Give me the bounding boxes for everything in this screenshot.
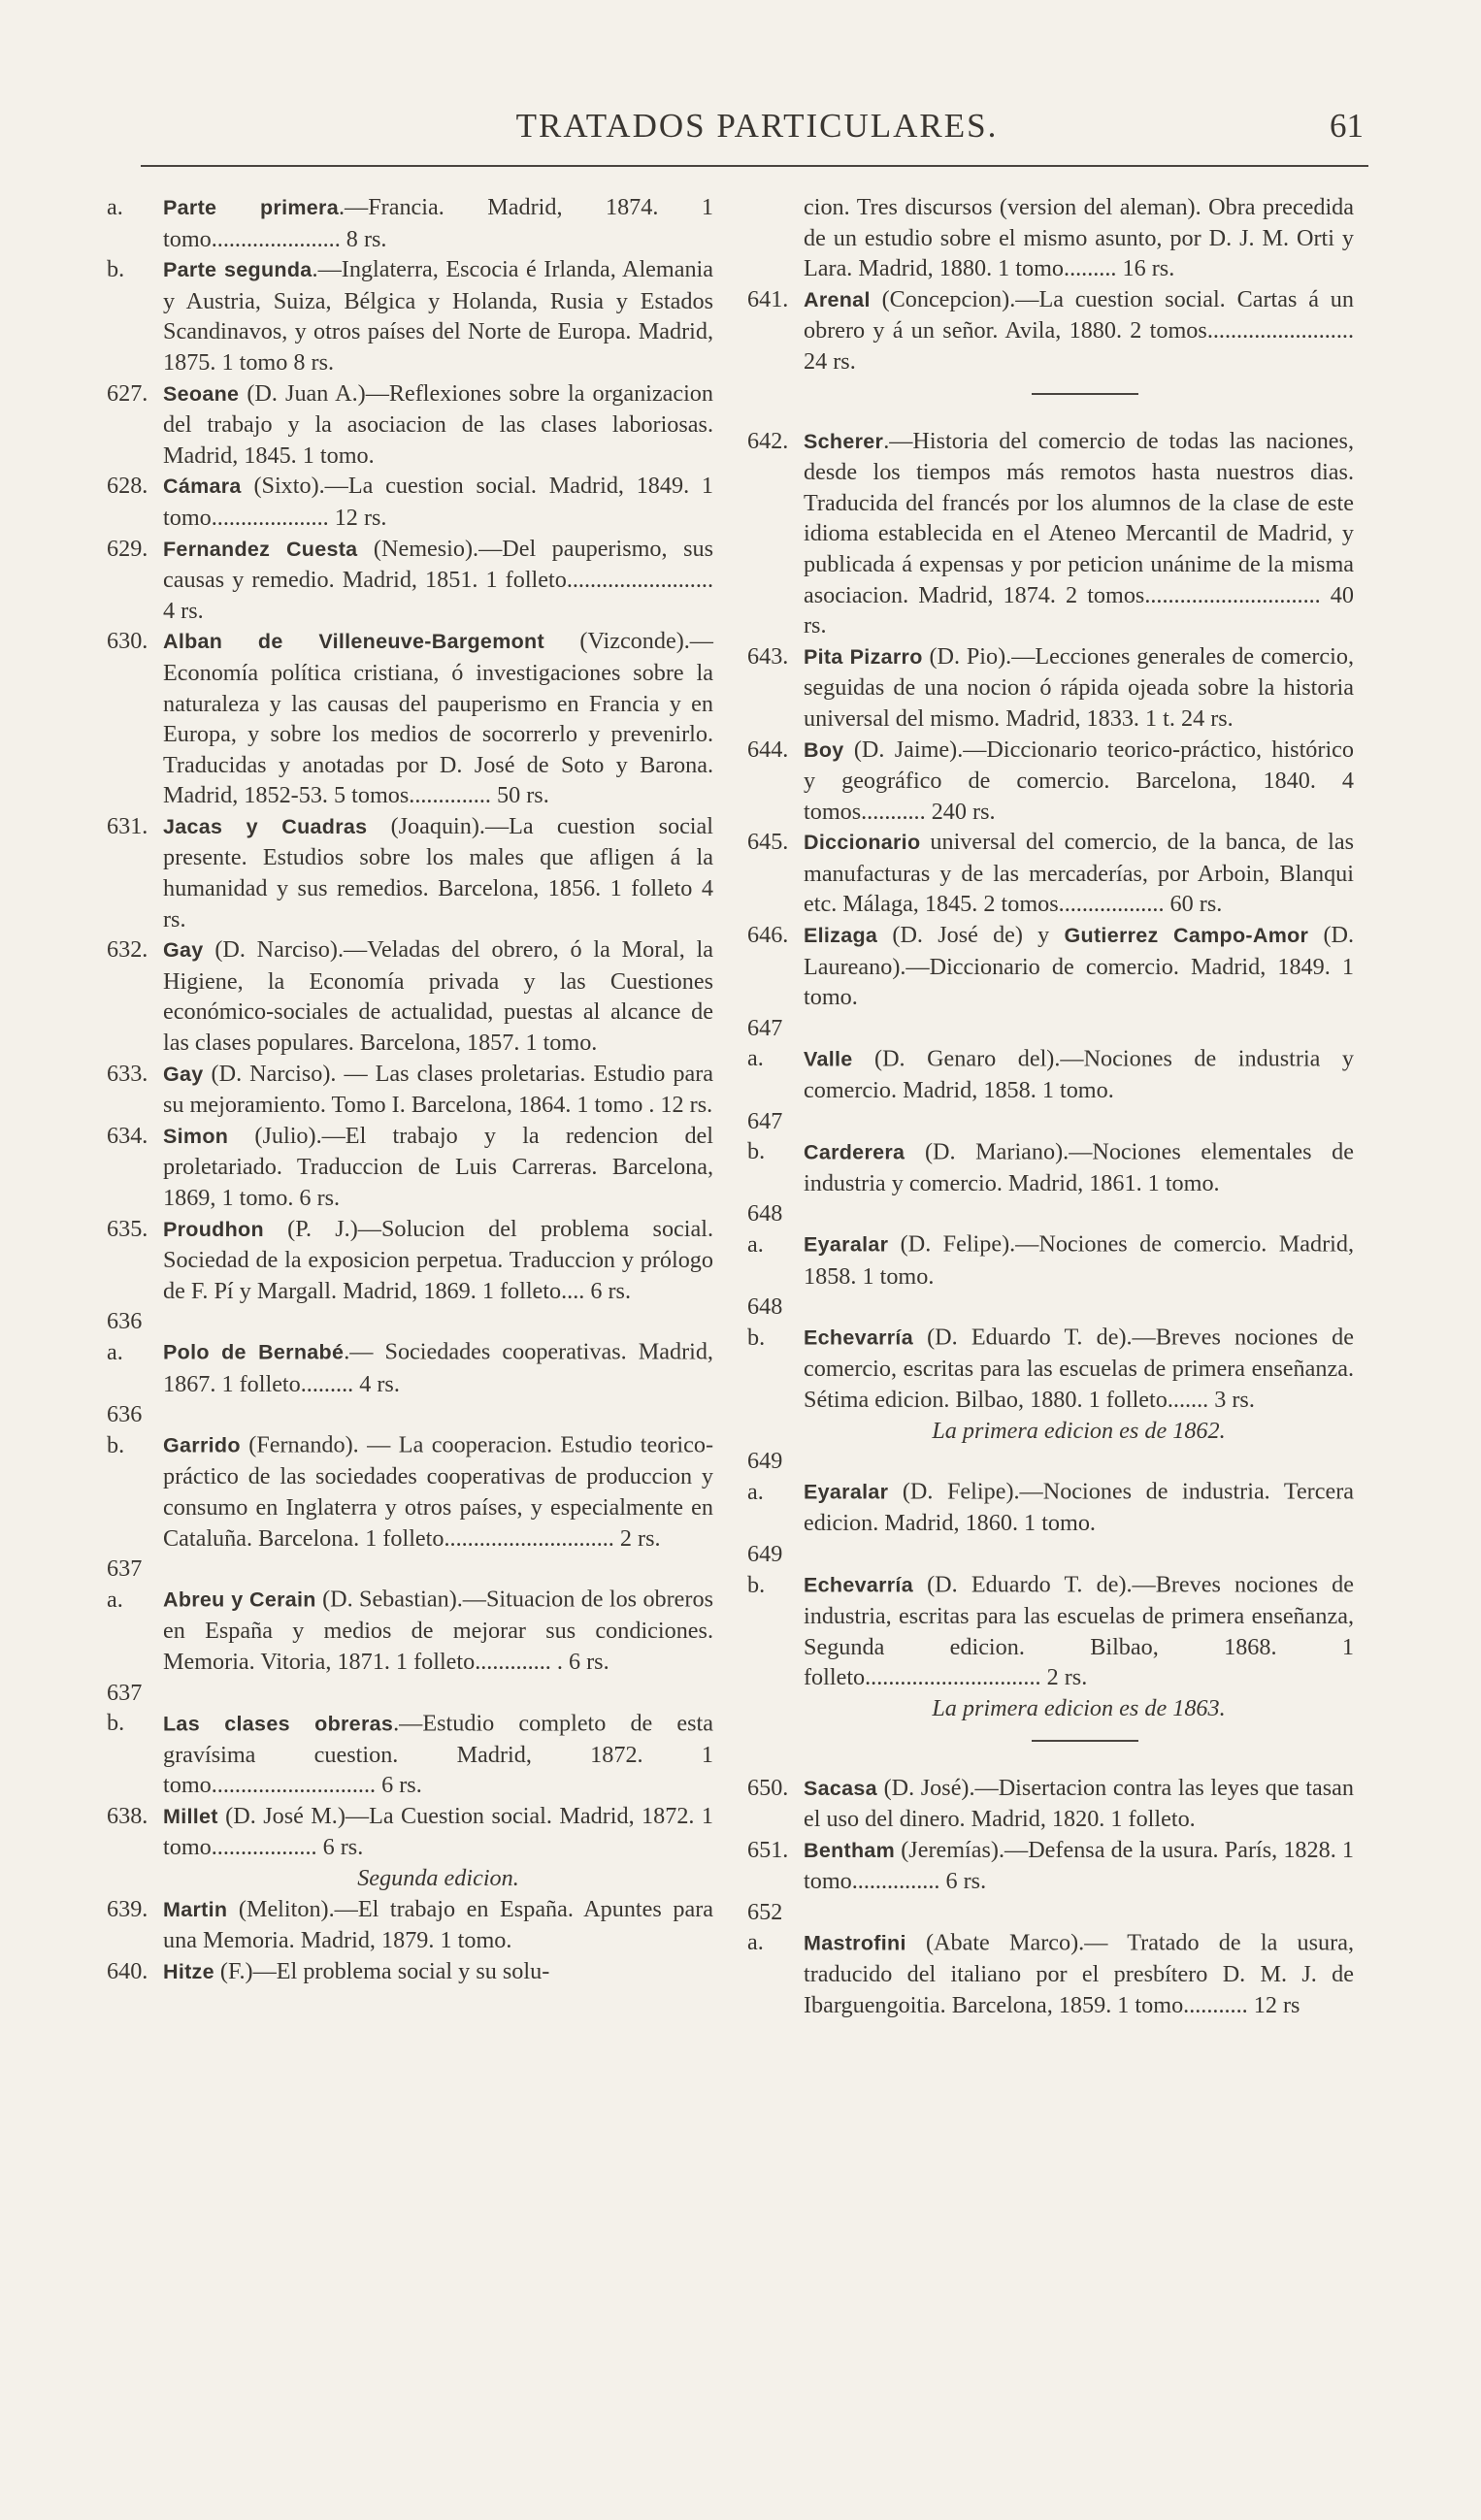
entry-author: Gay (163, 1062, 204, 1086)
catalog-entry (107, 1894, 713, 1956)
catalog-entry (107, 811, 713, 934)
entry-author: Echevarría (804, 1325, 913, 1350)
entry-text: (Concepcion).—La cuestion social. Cartas á un obrero y á un señor. Avila, 1880. 2 tomos......................... 24 rs. (804, 285, 1354, 375)
catalog-entry (107, 471, 713, 533)
entry-text: (Sixto).—La cuestion social. Madrid, 1849. 1 tomo.................... 12 rs. (163, 473, 713, 531)
entry-text: .— Sociedades cooperativas. Madrid, 1867. 1 folleto......... 4 rs. (163, 1338, 713, 1397)
entry-author: Alban de Villeneuve-Bargemont (163, 630, 544, 654)
catalog-entry (107, 534, 713, 627)
entry-number: 632. (107, 936, 148, 964)
entry-author: Scherer (804, 429, 884, 453)
entry-number: 628. (107, 473, 148, 500)
entry-number: 651. (747, 1836, 789, 1863)
entry-number: 639. (107, 1895, 148, 1922)
catalog-entry (747, 920, 1354, 1013)
entry-text: (Joaquin).—La cuestion social presente. Estudios sobre los males que afligen á la humanidad y sus remedios. Barcelona, 1856. 1 folleto 4 rs. (163, 812, 713, 933)
entry-text: (Vizconde).—Economía política cristiana, ó investigaciones sobre la naturaleza y las causas del pauperismo en Francia y en Europa, y sobre los medios de socorrerlo y prevenirlo. Traducidas y anotadas por D. José de Soto y Barona. Madrid, 1852-53. 5 tomos.............. 50 rs. (163, 628, 713, 809)
catalog-entry (747, 1835, 1354, 1897)
entry-number: 638. (107, 1802, 148, 1829)
entry-author: Simon (163, 1124, 229, 1148)
catalog-entry (747, 284, 1354, 377)
entry-text: (P. J.)—Solucion del problema social. Sociedad de la exposicion perpetua. Traduccion y prólogo de F. Pí y Margall. Madrid, 1869. 1 folleto.... 6 rs. (163, 1215, 713, 1304)
entry-author: Diccionario (804, 831, 921, 855)
entry-number: 645. (747, 829, 789, 856)
entry-author: Gay (163, 938, 204, 963)
entry-text: (Jeremías).—Defensa de la usura. París, 1828. 1 tomo............... 6 rs. (804, 1836, 1354, 1895)
right-mid-entries (747, 426, 1354, 1724)
catalog-entry (107, 934, 713, 1058)
entry-number: 637 b. (107, 1679, 143, 1737)
catalog-entry (107, 1214, 713, 1307)
entry-number: 636 b. (107, 1401, 143, 1458)
entry-text: (D. Sebastian).—Situacion de los obreros en España y medios de mejorar sus condiciones. Memoria. Vitoria, 1871. 1 folleto............. . 6 rs. (163, 1586, 713, 1675)
entry-author: Valle (804, 1047, 853, 1071)
entry-text: (Meliton).—El trabajo en España. Apuntes para una Memoria. Madrid, 1879. 1 tomo. (163, 1895, 713, 1954)
entry-text: (D. José M.)—La Cuestion social. Madrid, 1872. 1 tomo.................. 6 rs. (163, 1802, 713, 1861)
catalog-entry (747, 1773, 1354, 1835)
catalog-entry (107, 1306, 713, 1399)
entry-number: 647 a. (747, 1014, 783, 1072)
running-title: TRATADOS PARTICULARES. (515, 107, 999, 145)
entry-author: Parte segunda (163, 258, 313, 282)
catalog-entry (107, 1121, 713, 1214)
entry-author: Fernandez Cuesta (163, 537, 358, 561)
catalog-entry (747, 1539, 1354, 1693)
entry-author: Boy (804, 737, 844, 762)
catalog-entry (107, 1678, 713, 1801)
entry-text: (Abate Marco).— Tratado de la usura, traducido del italiano por el presbítero D. M. J. de Ibarguengoitia. Barcelona, 1859. 1 tomo........... 12 rs (804, 1929, 1354, 2018)
entry-number: 631. (107, 812, 148, 839)
entry-author: Echevarría (804, 1573, 913, 1597)
entry-note: Segunda edicion. (357, 1865, 519, 1892)
entry-number: 636 a. (107, 1308, 143, 1365)
catalog-entry (107, 1956, 713, 1988)
entry-number: 630. (107, 628, 148, 655)
entry-text: (D. Narciso).—Veladas del obrero, ó la Moral, la Higiene, la Economía privada y las Cuestiones económico-sociales de actualidad, puestas al alcance de las clases populares. Barcelona, 1857. 1 tomo. (163, 936, 713, 1057)
entry-number: 649 b. (747, 1540, 783, 1598)
catalog-entry (107, 626, 713, 811)
entry-text: (F.)—El problema social y su solu- (214, 1957, 550, 1984)
entry-text: (D. Juan A.)—Reflexiones sobre la organizacion del trabajo y la asociacion de las clases laboriosas. Madrid, 1845. 1 tomo. (163, 379, 713, 469)
entry-author: Sacasa (804, 1776, 877, 1800)
entry-text: .—Francia. Madrid, 1874. 1 tomo...................... 8 rs. (163, 194, 713, 252)
entry-number: 649 a. (747, 1448, 783, 1505)
entry-author: Elizaga (804, 924, 878, 948)
entry-text: (Nemesio).—Del pauperismo, sus causas y remedio. Madrid, 1851. 1 folleto......................... 4 rs. (163, 535, 713, 624)
catalog-entry (747, 1897, 1354, 2020)
right-top-entries (747, 284, 1354, 377)
entry-number: 634. (107, 1122, 148, 1149)
entry-author: Cámara (163, 475, 242, 499)
entry-number: 642. (747, 427, 789, 454)
entry-author: Gutierrez Campo-Amor (1064, 924, 1309, 948)
entry-author: Arenal (804, 287, 871, 311)
catalog-entry (747, 827, 1354, 920)
catalog-entry (747, 1106, 1354, 1199)
entry-text: (D. Felipe).—Nociones de comercio. Madrid, 1858. 1 tomo. (804, 1231, 1354, 1290)
entry-number: a. (107, 194, 123, 220)
entry-author: Eyaralar (804, 1480, 889, 1504)
entry-author: Millet (163, 1804, 218, 1828)
catalog-entry (107, 1801, 713, 1863)
entry-text: (D. Mariano).—Nociones elementales de industria y comercio. Madrid, 1861. 1 tomo. (804, 1138, 1354, 1196)
right-bottom-entries (747, 1773, 1354, 2021)
catalog-entry (747, 1446, 1354, 1539)
entry-text: .—Inglaterra, Escocia é Irlanda, Alemania y Austria, Suiza, Bélgica y Holanda, Rusia y Estados Scandinavos, y otros países del Norte de Europa. Madrid, 1875. 1 tomo 8 rs. (163, 256, 714, 376)
entry-text: .—Historia del comercio de todas las naciones, desde los tiempos más remotos hasta nuestros dias. Traducida del francés por los alumnos de la clase de este idioma establecida en el Ateneo Mercantil de Madrid, y publicada á expensas y por peticion unánime de la misma asociacion. Madrid, 1874. 2 tomos.............................. 40 rs. (804, 427, 1354, 639)
catalog-entry (747, 426, 1354, 641)
entry-number: 637 a. (107, 1555, 143, 1613)
header-rule (141, 165, 1368, 167)
entry-author: Mastrofini (804, 1931, 906, 1955)
catalog-entry (107, 1399, 713, 1554)
entry-text: (D. José de) y (877, 922, 1065, 949)
entry-text: (D. Genaro del).—Nociones de industria y comercio. Madrid, 1858. 1 tomo. (804, 1045, 1354, 1104)
entry-author: Abreu y Cerain (163, 1587, 316, 1612)
entry-number: 647 b. (747, 1107, 783, 1165)
page-number: 61 (1330, 107, 1364, 145)
entry-author: Jacas y Cuadras (163, 814, 368, 838)
page-header (141, 107, 1373, 155)
entry-text: (D. Eduardo T. de).—Breves nociones de industria, escritas para las escuelas de primera enseñanza, Segunda edicion. Bilbao, 1868. 1 folleto.............................. 2 rs. (804, 1571, 1354, 1691)
entry-author: Eyaralar (804, 1233, 889, 1257)
entry-author: Martin (163, 1897, 228, 1921)
entry-number: 648 b. (747, 1293, 783, 1351)
entry-author: Hitze (163, 1959, 214, 1983)
entry-author: Parte primera (163, 196, 339, 219)
entry-author: Las clases obreras (163, 1712, 394, 1736)
right-column (747, 192, 1354, 2020)
entry-text: (D. Felipe).—Nociones de industria. Tercera edicion. Madrid, 1860. 1 tomo. (804, 1478, 1354, 1537)
entry-author: Seoane (163, 381, 240, 406)
catalog-entry (747, 1292, 1354, 1415)
entry-number: 650. (747, 1774, 789, 1801)
left-column (107, 192, 713, 1987)
entry-text: (D. Narciso). — Las clases proletarias. Estudio para su mejoramiento. Tomo I. Barcelona, 1864. 1 tomo . 12 rs. (163, 1060, 713, 1119)
entry-text: (D. Jaime).—Diccionario teorico-práctico, histórico y geográfico de comercio. Barcelona, 1840. 4 tomos........... 240 rs. (804, 736, 1354, 825)
entry-text: (D. Pio).—Lecciones generales de comercio, seguidas de una nocion ó rápida ojeada sobre la historia universal del mismo. Madrid, 1833. 1 t. 24 rs. (804, 642, 1354, 732)
catalog-entry (107, 192, 713, 254)
catalog-entry (747, 1198, 1354, 1292)
catalog-entry (747, 1013, 1354, 1106)
entry-number: 633. (107, 1060, 148, 1087)
entry-author: Garrido (163, 1433, 241, 1457)
entry-number: 648 a. (747, 1200, 783, 1258)
entry-author: Proudhon (163, 1217, 264, 1241)
entry-number: 641. (747, 285, 789, 312)
entry-text: (D. Eduardo T. de).—Breves nociones de comercio, escritas para las escuelas de primera enseñanza. Sétima edicion. Bilbao, 1880. 1 folleto....... 3 rs. (804, 1324, 1354, 1413)
entry-number: 643. (747, 642, 789, 670)
entry-note: La primera edicion es de 1863. (932, 1694, 1226, 1721)
continuation-text: cion. Tres discursos (version del aleman). Obra precedida de un estudio sobre el mismo asunto, por D. J. M. Orti y Lara. Madrid, 1880. 1 tomo......... 16 rs. (804, 194, 1354, 282)
catalog-entry (747, 735, 1354, 828)
entry-text: (D. José).—Disertacion contra las leyes que tasan el uso del dinero. Madrid, 1820. 1 folleto. (804, 1774, 1354, 1833)
entry-number: b. (107, 256, 125, 283)
entry-author: Pita Pizarro (804, 644, 923, 669)
entry-author: Polo de Bernabé (163, 1340, 345, 1364)
entry-text: (D. Laureano).—Diccionario de comercio. Madrid, 1849. 1 tomo. (804, 922, 1355, 1011)
entry-note: La primera edicion es de 1862. (932, 1417, 1226, 1444)
catalog-entry (107, 1059, 713, 1121)
catalog-entry (107, 254, 713, 377)
entry-number: 635. (107, 1215, 148, 1242)
catalog-entry (107, 1554, 713, 1677)
entry-author: Bentham (804, 1838, 896, 1862)
entry-number: 652 a. (747, 1898, 783, 1956)
entry-number: 627. (107, 379, 148, 407)
entry-number: 646. (747, 922, 789, 949)
entry-text: (Julio).—El trabajo y la redencion del proletariado. Traduccion de Luis Carreras. Barcelona, 1869, 1 tomo. 6 rs. (163, 1122, 713, 1211)
entry-text: (Fernando). — La cooperacion. Estudio teorico-práctico de las sociedades cooperativas de produccion y consumo en Inglaterra y otros países, y especialmente en Cataluña. Barcelona. 1 folleto............................. 2 rs. (163, 1431, 713, 1552)
entry-number: 629. (107, 535, 148, 562)
section-separator (1032, 393, 1138, 395)
catalog-entry (747, 641, 1354, 735)
entry-author: Carderera (804, 1140, 905, 1164)
catalog-entry (107, 378, 713, 472)
entry-text: universal del comercio, de la banca, de las manufacturas y de las mercaderías, por Arboin, Blanqui etc. Málaga, 1845. 2 tomos.................. 60 rs. (804, 829, 1354, 918)
entry-number: 644. (747, 736, 789, 763)
section-separator (1032, 1740, 1138, 1742)
entry-text: .—Estudio completo de esta gravísima cuestion. Madrid, 1872. 1 tomo............................ 6 rs. (163, 1710, 713, 1799)
entry-number: 640. (107, 1957, 148, 1984)
